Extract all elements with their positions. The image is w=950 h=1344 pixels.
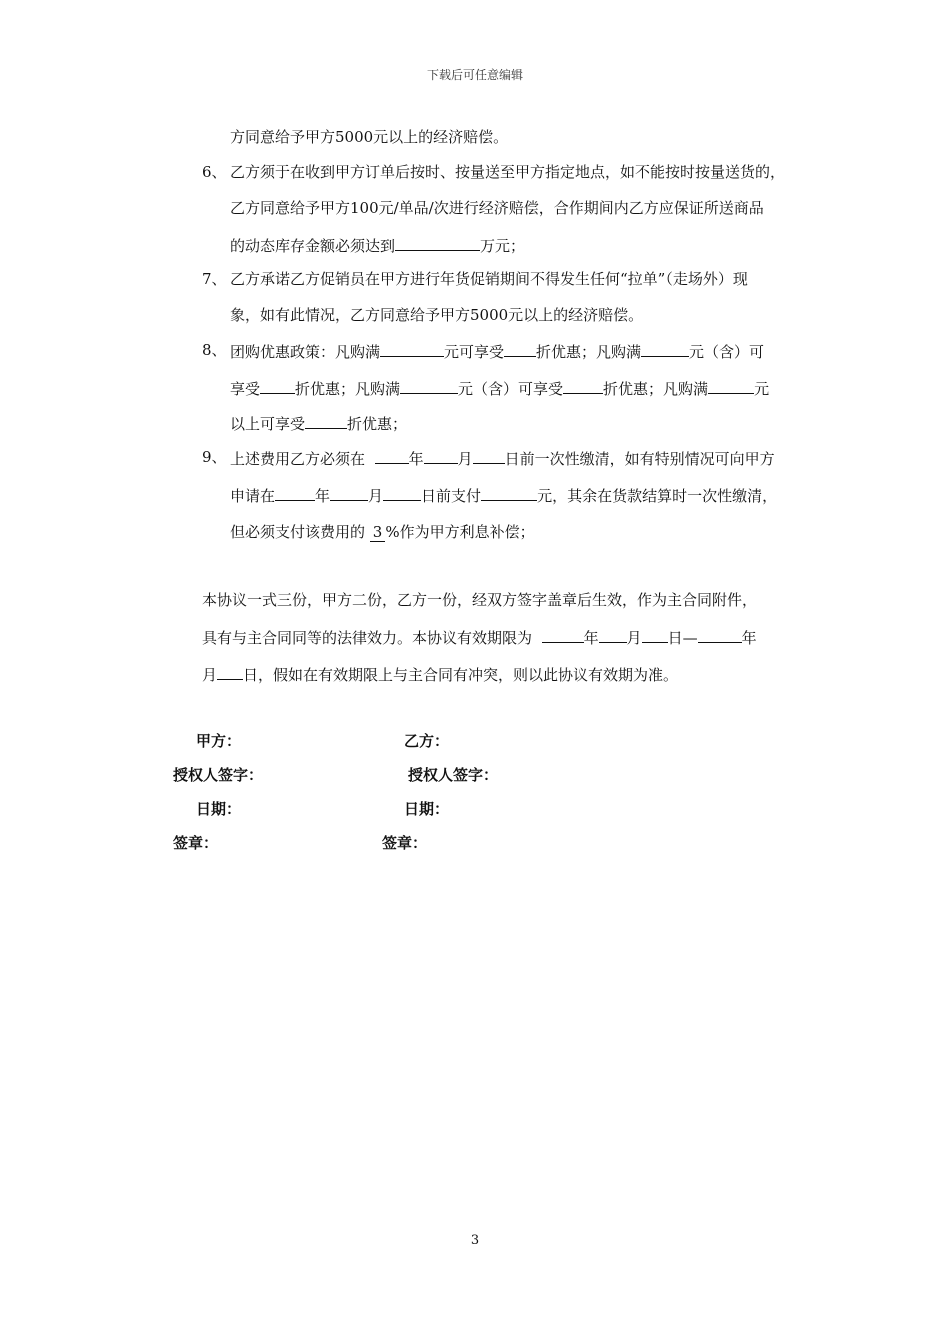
closing-line-3: 月 日，假如在有效期限上与主合同有冲突，则以此协议有效期为准。 [202,663,678,685]
blank-month [330,484,368,501]
clause-6-line-2: 乙方同意给予甲方100元/单品/次进行经济赔偿，合作期间内乙方应保证所送商品 [230,199,764,217]
party-a-date: 日期： [196,800,242,818]
blank-year [275,484,315,501]
blank-inventory-amount [395,234,480,251]
closing-line-1: 本协议一式三份，甲方二份，乙方一份，经双方签字盖章后生效，作为主合同附件， [202,591,758,609]
party-a-authorized-signature: 授权人签字： [173,766,264,784]
closing-line-2: 具有与主合同同等的法律效力。本协议有效期限为 年 月 日— 年 [202,626,757,648]
clause-6-line-3: 的动态库存金额必须达到 万元； [230,234,525,256]
clause-8-line-2: 享受 折优惠；凡购满 元（含）可享受 折优惠；凡购满 元 [230,377,769,399]
blank-year [542,626,584,643]
interest-percent: 3 [370,523,386,542]
blank-day [383,484,421,501]
blank-amount [400,377,458,394]
party-a-seal: 签章： [173,834,219,852]
party-b-date: 日期： [404,800,450,818]
clause-8-number: 8、 [202,341,227,359]
clause-7-line-2: 象，如有此情况，乙方同意给予甲方5000元以上的经济赔偿。 [230,306,644,324]
page-header: 下载后可任意编辑 [426,68,523,82]
blank-month [217,663,243,680]
party-b-label: 乙方： [404,732,450,750]
clause-8-line-3: 以上可享受 折优惠； [230,412,407,434]
party-b-seal: 签章： [382,834,428,852]
blank-amount [708,377,754,394]
blank-month [599,626,627,643]
clause-9-line-3: 但必须支付该费用的 3 %作为甲方利息补偿； [230,523,535,541]
blank-amount [641,340,689,357]
clause-9-line-2: 申请在 年 月 日前支付 元，其余在货款结算时一次性缴清， [230,484,777,506]
party-b-authorized-signature: 授权人签字： [408,766,499,784]
blank-discount [504,340,536,357]
blank-month [424,447,458,464]
party-a-label: 甲方： [196,732,242,750]
page-number: 3 [470,1233,480,1248]
blank-day [642,626,668,643]
clause-7-number: 7、 [202,270,227,288]
blank-year [698,626,742,643]
clause-6-number: 6、 [202,163,227,181]
blank-discount [305,412,347,429]
blank-discount [260,377,295,394]
blank-amount [380,340,444,357]
blank-amount [481,484,537,501]
blank-year [375,447,409,464]
blank-discount [563,377,603,394]
blank-day [473,447,505,464]
clause-5-tail: 方同意给予甲方5000元以上的经济赔偿。 [230,128,509,146]
clause-9-number: 9、 [202,448,227,466]
